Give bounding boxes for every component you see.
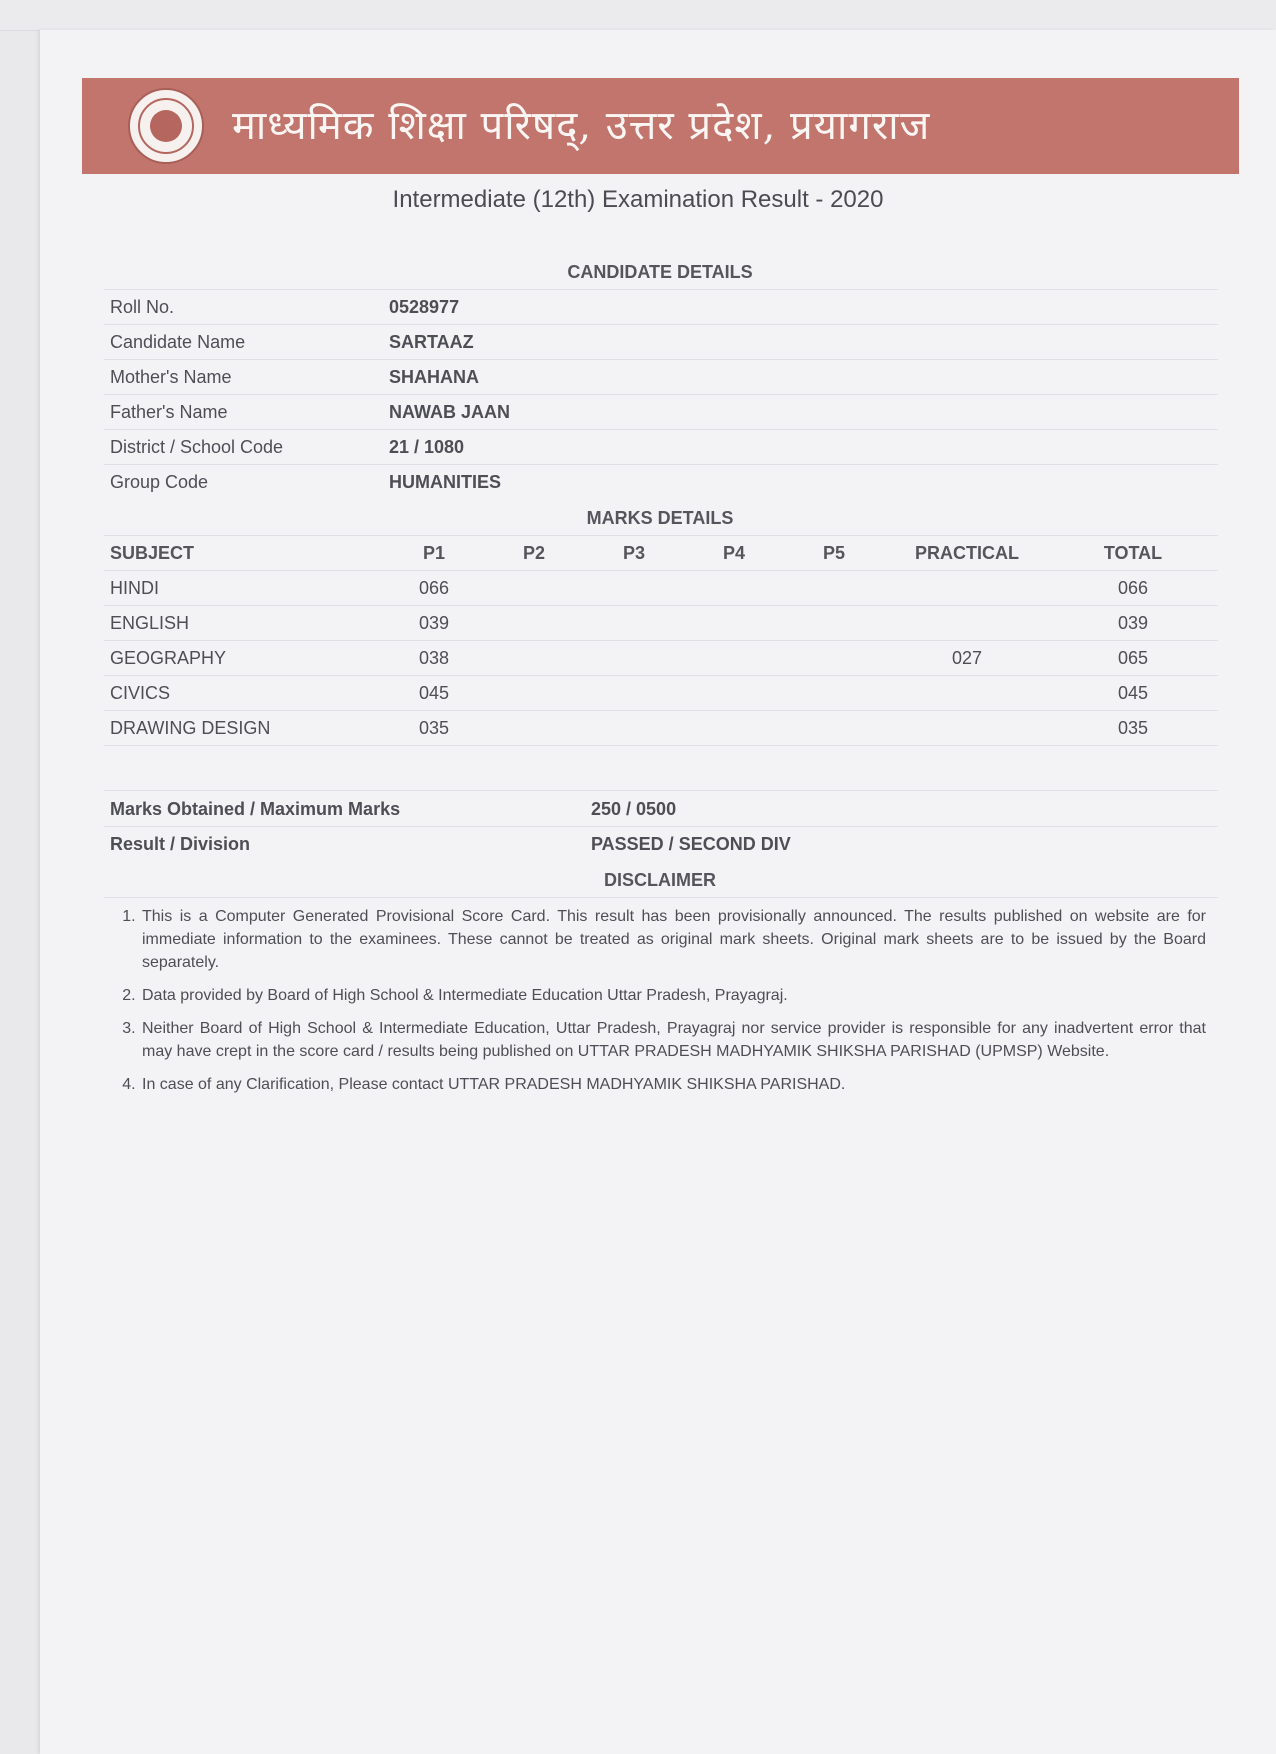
divider bbox=[104, 826, 1218, 827]
roll-no-label: Roll No. bbox=[110, 297, 175, 317]
p1-mark: 039 bbox=[418, 613, 450, 633]
district-school-code-label: District / School Code bbox=[110, 437, 284, 457]
result-division-value: PASSED / SECOND DIV bbox=[591, 834, 791, 854]
paper-edge bbox=[0, 0, 1276, 31]
board-title: माध्यमिक शिक्षा परिषद्, उत्तर प्रदेश, प्रयागराज bbox=[232, 103, 931, 149]
divider bbox=[104, 324, 1218, 325]
marks-obtained-value: 250 / 0500 bbox=[591, 799, 677, 819]
p1-mark: 066 bbox=[418, 578, 450, 598]
board-header bbox=[82, 78, 1239, 174]
divider bbox=[104, 289, 1218, 290]
divider bbox=[104, 429, 1218, 430]
col-subject: SUBJECT bbox=[110, 543, 195, 563]
total-mark: 065 bbox=[1117, 648, 1149, 668]
disclaimer-item: 3. Neither Board of High School & Intermediate Education, Uttar Pradesh, Prayagraj nor service provider is responsible for any inadvertent error that may have crept in the score card / results being published on UTTAR PRADESH MADHYAMIK SHIKSHA PARISHAD (UPMSP) Website. bbox=[140, 1017, 1206, 1063]
subject-name: HINDI bbox=[110, 578, 159, 598]
divider bbox=[104, 535, 1218, 536]
total-mark: 039 bbox=[1117, 613, 1149, 633]
marks-obtained-label: Marks Obtained / Maximum Marks bbox=[110, 799, 401, 819]
divider bbox=[104, 394, 1218, 395]
divider bbox=[104, 745, 1218, 746]
col-practical: PRACTICAL bbox=[915, 543, 1019, 563]
p1-mark: 038 bbox=[418, 648, 450, 668]
disclaimer-item: 2. Data provided by Board of High School & Intermediate Education Uttar Pradesh, Prayagraj. bbox=[140, 984, 1206, 1007]
group-code-label: Group Code bbox=[110, 472, 209, 492]
disclaimer-list bbox=[110, 905, 1206, 1106]
divider bbox=[104, 897, 1218, 898]
col-p4: P4 bbox=[722, 543, 746, 563]
father-name-label: Father's Name bbox=[110, 402, 228, 422]
divider bbox=[104, 464, 1218, 465]
divider bbox=[104, 570, 1218, 571]
roll-no-value: 0528977 bbox=[389, 297, 460, 317]
up-emblem-icon bbox=[128, 88, 204, 164]
father-name-value: NAWAB JAAN bbox=[389, 402, 511, 422]
col-p1: P1 bbox=[422, 543, 446, 563]
col-total: TOTAL bbox=[1103, 543, 1163, 563]
p1-mark: 045 bbox=[418, 683, 450, 703]
candidate-name-label: Candidate Name bbox=[110, 332, 246, 352]
divider bbox=[104, 675, 1218, 676]
total-mark: 066 bbox=[1117, 578, 1149, 598]
subject-name: ENGLISH bbox=[110, 613, 190, 633]
practical-mark: 027 bbox=[951, 648, 983, 668]
disclaimer-item: 1. This is a Computer Generated Provisional Score Card. This result has been provisionally announced. The results published on website are for immediate information to the examinees. These cannot be treated as original mark sheets. Original mark sheets are to be issued by the Board separately. bbox=[140, 905, 1206, 974]
p1-mark: 035 bbox=[418, 718, 450, 738]
col-p3: P3 bbox=[622, 543, 646, 563]
divider bbox=[104, 790, 1218, 791]
subject-name: DRAWING DESIGN bbox=[110, 718, 271, 738]
divider bbox=[104, 605, 1218, 606]
result-division-label: Result / Division bbox=[110, 834, 251, 854]
total-mark: 045 bbox=[1117, 683, 1149, 703]
divider bbox=[104, 710, 1218, 711]
exam-title: Intermediate (12th) Examination Result - 2020 bbox=[392, 186, 884, 213]
divider bbox=[104, 640, 1218, 641]
col-p2: P2 bbox=[522, 543, 546, 563]
mother-name-label: Mother's Name bbox=[110, 367, 232, 387]
divider bbox=[104, 359, 1218, 360]
total-mark: 035 bbox=[1117, 718, 1149, 738]
disclaimer-item: 4. In case of any Clarification, Please contact UTTAR PRADESH MADHYAMIK SHIKSHA PARISHAD. bbox=[140, 1073, 1206, 1096]
group-code-value: HUMANITIES bbox=[389, 472, 501, 492]
candidate-name-value: SARTAAZ bbox=[389, 332, 474, 352]
mother-name-value: SHAHANA bbox=[389, 367, 479, 387]
disclaimer-heading: DISCLAIMER bbox=[604, 870, 716, 890]
subject-name: CIVICS bbox=[110, 683, 171, 703]
marks-details-heading: MARKS DETAILS bbox=[586, 508, 734, 528]
subject-name: GEOGRAPHY bbox=[110, 648, 227, 668]
col-p5: P5 bbox=[822, 543, 846, 563]
district-school-code-value: 21 / 1080 bbox=[389, 437, 465, 457]
candidate-details-heading: CANDIDATE DETAILS bbox=[567, 262, 753, 282]
